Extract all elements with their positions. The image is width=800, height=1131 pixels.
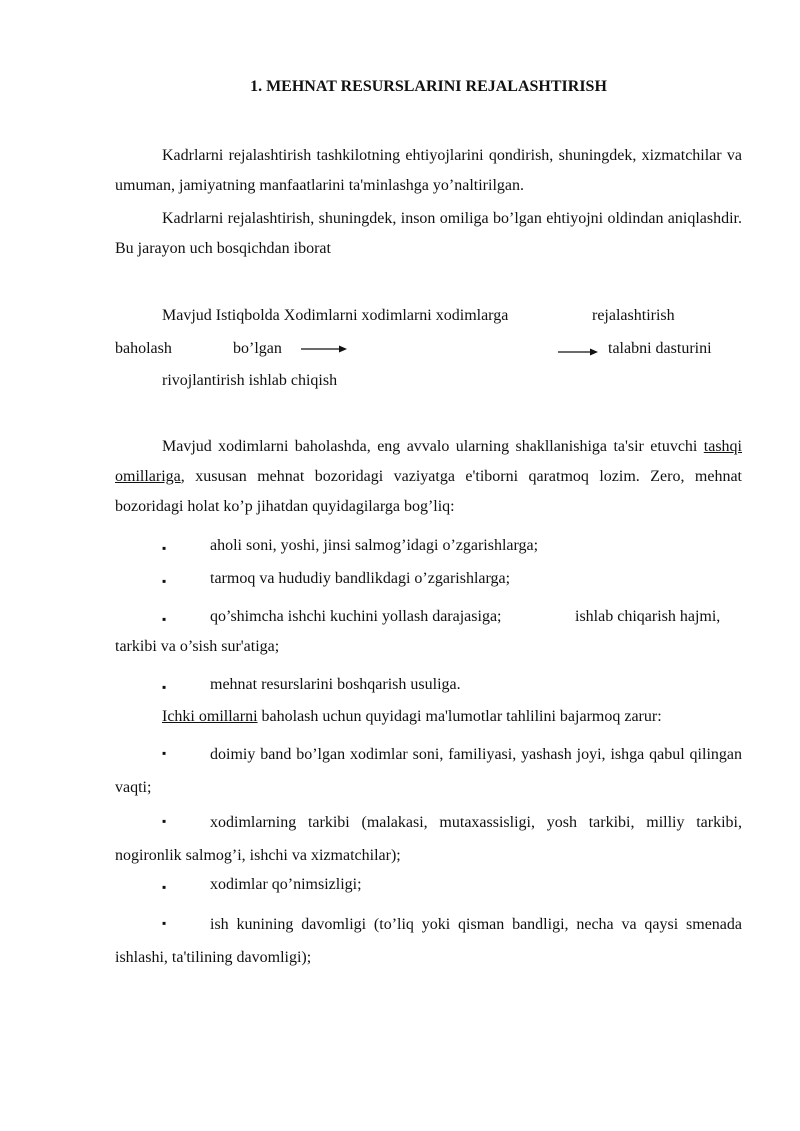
- arrow-right-icon: [301, 344, 347, 354]
- bullet-icon: ▪: [162, 880, 167, 894]
- page-title: 1. MEHNAT RESURSLARINI REJALASHTIRISH: [250, 78, 607, 95]
- list-item: qo’shimcha ishchi kuchini yollash darajasiga;: [210, 608, 502, 625]
- paragraph-1: Kadrlarni rejalashtirish tashkilotning ehtiyojlarini qondirish, shuningdek, xizmatchilar va umuman, jamiyatning manfaatlarini ta'minlashga yo’naltirilgan.: [115, 147, 742, 194]
- list-item: mehnat resurslarini boshqarish usuliga.: [210, 676, 461, 693]
- diagram-row-2-b: bo’lgan: [233, 340, 282, 357]
- bullet-icon: ▪: [162, 612, 167, 626]
- list-item: tarmoq va hududiy bandlikdagi o’zgarishlarga;: [210, 570, 511, 587]
- list-item: doimiy band bo’lgan xodimlar soni, familiyasi, yashash joyi, ishga qabul qilingan vaqti;: [115, 746, 742, 796]
- diagram-row-1: Mavjud Istiqbolda Xodimlarni xodimlarni xodimlarga: [162, 307, 509, 324]
- bullet-icon: ▪: [162, 680, 167, 694]
- bullet-icon: ▪: [162, 746, 167, 760]
- bullet-icon: ▪: [162, 814, 167, 828]
- diagram-row-3: rivojlantirish ishlab chiqish: [162, 372, 338, 389]
- bullet-icon: ▪: [162, 574, 167, 588]
- diagram-row-2-c: talabni dasturini: [608, 340, 712, 357]
- bullet-icon: ▪: [162, 541, 167, 555]
- paragraph-3: Mavjud xodimlarni baholashda, eng avvalo ularning shakllanishiga ta'sir etuvchi tashqi omillariga, xususan mehnat bozoridagi vaziyatga e'tiborni qaratmoq lozim. Zero, mehnat bozoridagi holat ko’p jihatdan quyidagilarga bog’liq:: [115, 438, 742, 515]
- external-factors-link: tashqi omillariga: [115, 438, 742, 485]
- list-item: ish kunining davomligi (to’liq yoki qisman bandligi, necha va qaysi smenada ishlashi, ta'tilining davomligi);: [115, 916, 742, 966]
- list-item: aholi soni, yoshi, jinsi salmog’idagi o’zgarishlarga;: [210, 537, 539, 554]
- list-item-continuation: tarkibi va o’sish sur'atiga;: [115, 638, 280, 655]
- internal-factors-link: Ichki omillarni: [162, 708, 258, 725]
- paragraph-2: Kadrlarni rejalashtirish, shuningdek, inson omiliga bo’lgan ehtiyojni oldindan aniqlashdir. Bu jarayon uch bosqichdan iborat: [115, 210, 742, 257]
- arrow-right-icon: [558, 347, 598, 357]
- paragraph-4: Ichki omillarni baholash uchun quyidagi ma'lumotlar tahlilini bajarmoq zarur:: [162, 708, 662, 725]
- list-item: xodimlar qo’nimsizligi;: [210, 876, 362, 893]
- diagram-row-1-right: rejalashtirish: [592, 307, 675, 324]
- bullet-icon: ▪: [162, 916, 167, 930]
- diagram-row-2-a: baholash: [115, 340, 172, 357]
- list-item: xodimlarning tarkibi (malakasi, mutaxassisligi, yosh tarkibi, milliy tarkibi, nogironlik salmog’i, ishchi va xizmatchilar);: [115, 814, 742, 864]
- list-item-continuation: ishlab chiqarish hajmi,: [575, 608, 721, 625]
